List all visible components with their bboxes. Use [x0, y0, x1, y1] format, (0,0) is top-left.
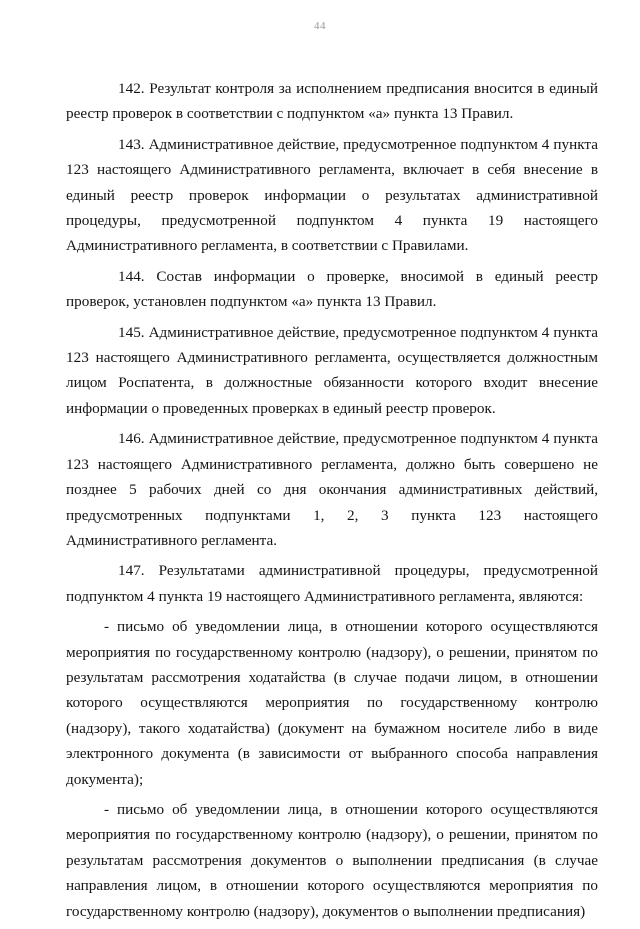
paragraph-143: 143. Административное действие, предусмотренное подпунктом 4 пункта 123 настоящего Административного регламента, включает в себя внесение в единый реестр проверок информации о результатах административной процедуры, предусмотренной подпунктом 4 пункта 19 настоящего Административного регламента, в соответствии с Правилами. [66, 135, 598, 255]
list-item-notification-petition: - письмо об уведомлении лица, в отношении которого осуществляются мероприятия по государственному контролю (надзору), о решении, принятом по результатам рассмотрения ходатайства (в случае подачи лицом, в отношении которого осуществляются мероприятия по государственному контролю (надзору), такого ходатайства) (документ на бумажном носителе либо в виде электронного документа (в зависимости от выбранного способа направления документа); [66, 618, 598, 788]
paragraph-147: 147. Результатами административной процедуры, предусмотренной подпунктом 4 пункта 19 настоящего Административного регламента, являются: [66, 562, 598, 605]
paragraph-146: 146. Административное действие, предусмотренное подпунктом 4 пункта 123 настоящего Административного регламента, должно быть совершено не позднее 5 рабочих дней со дня окончания административных действий, предусмотренных подпунктами 1, 2, 3 пункта 123 настоящего Административного регламента. [66, 430, 598, 549]
list-item-notification-documents: - письмо об уведомлении лица, в отношении которого осуществляются мероприятия по государственному контролю (надзору), о решении, принятом по результатам рассмотрения документов о выполнении предписания (в случае направления лицом, в отношении которого осуществляются мероприятия по государственному контролю (надзору), документов о выполнении предписания) [66, 800, 598, 920]
paragraph-144: 144. Состав информации о проверке, вносимой в единый реестр проверок, установлен подпунктом «а» пункта 13 Правил. [66, 267, 598, 311]
document-body [66, 76, 598, 929]
page-number: 44 [314, 20, 326, 32]
paragraph-142: 142. Результат контроля за исполнением предписания вносится в единый реестр проверок в соответствии с подпунктом «а» пункта 13 Правил. [66, 80, 598, 123]
paragraph-145: 145. Административное действие, предусмотренное подпунктом 4 пункта 123 настоящего Административного регламента, осуществляется должностным лицом Роспатента, в должностные обязанности которого входит внесение информации о проведенных проверках в единый реестр проверок. [66, 323, 598, 417]
